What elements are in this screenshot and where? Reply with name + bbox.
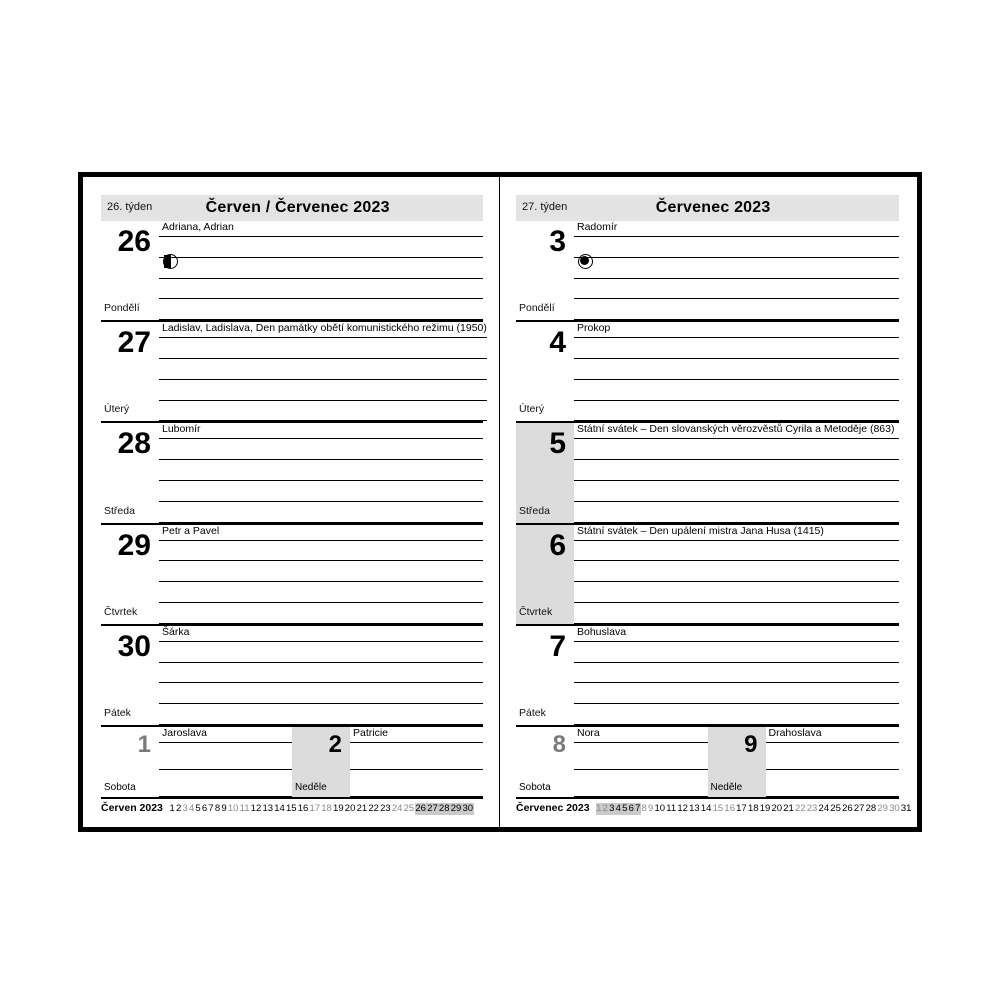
day-entry[interactable]	[101, 320, 487, 421]
day-entry[interactable]	[292, 727, 483, 797]
right-days-list	[516, 221, 899, 725]
month-strip-day[interactable]: 20	[771, 803, 783, 814]
left-page-header	[101, 195, 483, 221]
write-line[interactable]	[159, 683, 483, 704]
write-line[interactable]	[574, 582, 899, 603]
month-strip-day[interactable]: 25	[830, 803, 841, 814]
day-writing-area[interactable]	[574, 221, 899, 320]
day-nameday-text: Šárka	[162, 625, 190, 638]
day-entry[interactable]	[101, 421, 483, 522]
write-line[interactable]	[350, 770, 483, 797]
day-weekday: Středa	[519, 504, 550, 517]
day-number: 9	[744, 731, 758, 758]
day-weekday: Sobota	[519, 782, 551, 793]
month-strip-day[interactable]: 30	[889, 803, 900, 814]
month-strip-days[interactable]	[169, 803, 483, 815]
day-weekday: Středa	[104, 504, 135, 517]
right-page	[500, 177, 917, 827]
write-line[interactable]	[574, 502, 899, 523]
day-number-box	[516, 626, 574, 725]
day-entry[interactable]	[101, 523, 483, 624]
day-writing-area[interactable]	[159, 525, 483, 624]
write-line[interactable]	[574, 642, 899, 663]
write-line[interactable]	[159, 541, 483, 562]
day-writing-area[interactable]	[766, 727, 900, 797]
day-number-box	[516, 322, 574, 421]
day-weekday: Čtvrtek	[104, 605, 138, 618]
day-entry[interactable]	[516, 727, 708, 797]
write-line[interactable]	[574, 258, 899, 279]
write-line[interactable]	[159, 460, 483, 481]
month-strip-day[interactable]: 26	[415, 803, 426, 814]
month-strip-day[interactable]: 24	[818, 803, 830, 814]
write-line[interactable]	[574, 561, 899, 582]
write-line[interactable]	[574, 439, 899, 460]
day-number: 2	[328, 731, 342, 758]
write-line[interactable]	[159, 603, 483, 624]
month-strip-day[interactable]: 11	[666, 803, 677, 814]
day-weekday: Čtvrtek	[519, 605, 553, 618]
write-line[interactable]	[159, 279, 483, 300]
month-strip-day[interactable]: 2	[175, 803, 182, 814]
month-strip-day[interactable]: 1	[596, 803, 602, 814]
month-strip-day[interactable]: 15	[285, 803, 297, 814]
right-month-strip	[516, 797, 912, 815]
month-strip-day[interactable]: 18	[321, 803, 332, 814]
left-week-label: 26. týden	[107, 201, 153, 213]
day-nameday-text: Petr a Pavel	[162, 524, 220, 537]
write-line[interactable]	[159, 704, 483, 725]
day-writing-area[interactable]	[574, 423, 899, 522]
day-entry[interactable]	[101, 624, 483, 725]
write-line[interactable]	[159, 770, 292, 797]
day-writing-area[interactable]	[574, 626, 899, 725]
day-nameday-text: Drahoslava	[768, 727, 822, 739]
month-strip-day[interactable]: 29	[877, 803, 888, 814]
write-line[interactable]	[574, 279, 899, 300]
write-line[interactable]	[574, 460, 899, 481]
month-strip-day[interactable]: 23	[380, 803, 391, 814]
month-strip-day[interactable]: 21	[783, 803, 794, 814]
month-strip-day[interactable]: 23	[806, 803, 818, 814]
day-writing-area[interactable]	[159, 322, 487, 421]
write-line[interactable]	[574, 359, 899, 380]
day-number: 3	[549, 225, 566, 258]
write-line[interactable]	[766, 743, 900, 770]
left-page	[83, 177, 500, 827]
day-nameday-text: Prokop	[577, 322, 611, 335]
month-strip-day[interactable]: 31	[900, 803, 912, 814]
day-number-box	[101, 221, 159, 320]
day-nameday-text: Radomír	[577, 221, 618, 233]
month-strip-day[interactable]: 13	[689, 803, 700, 814]
month-strip-day[interactable]: 22	[795, 803, 806, 814]
day-weekday: Neděle	[295, 782, 327, 793]
month-strip-day[interactable]: 9	[648, 803, 654, 814]
month-strip-day[interactable]: 14	[700, 803, 712, 814]
day-number: 8	[552, 731, 566, 758]
day-holiday-text: Státní svátek – Den upálení mistra Jana Husa (1415)	[577, 524, 824, 537]
month-strip-day[interactable]: 13	[262, 803, 274, 814]
month-strip-day[interactable]: 4	[188, 803, 195, 814]
right-weekend-row	[516, 725, 899, 797]
month-strip-day[interactable]: 16	[297, 803, 309, 814]
month-strip-day[interactable]: 17	[736, 803, 747, 814]
day-entry[interactable]	[101, 221, 483, 320]
month-strip-day[interactable]: 30	[462, 803, 474, 814]
day-nameday-text: Bohuslava	[577, 625, 627, 638]
write-line[interactable]	[574, 541, 899, 562]
day-entry[interactable]	[516, 624, 899, 725]
month-strip-days[interactable]	[596, 803, 913, 815]
day-number: 7	[549, 629, 566, 663]
month-strip-day[interactable]: 28	[438, 803, 450, 814]
moon-phase-new-moon-icon	[578, 254, 593, 269]
month-strip-day[interactable]: 1	[169, 803, 175, 814]
day-number: 30	[117, 629, 151, 663]
write-line[interactable]	[574, 663, 899, 684]
write-line[interactable]	[574, 704, 899, 725]
month-strip-day[interactable]: 20	[344, 803, 356, 814]
day-number-box	[516, 727, 574, 797]
day-entry[interactable]	[101, 727, 292, 797]
day-number-box	[101, 727, 159, 797]
day-number-box	[292, 727, 350, 797]
write-line[interactable]	[574, 683, 899, 704]
day-nameday-text: Patricie	[353, 727, 389, 739]
write-line[interactable]	[159, 642, 483, 663]
day-number: 4	[549, 326, 566, 360]
write-line[interactable]	[159, 743, 292, 770]
day-number: 1	[137, 731, 151, 758]
day-writing-area[interactable]	[159, 221, 483, 320]
month-strip-day[interactable]: 15	[712, 803, 724, 814]
month-strip-day[interactable]: 7	[208, 803, 214, 814]
month-strip-day[interactable]: 12	[677, 803, 688, 814]
day-writing-area[interactable]	[159, 727, 292, 797]
day-entry[interactable]	[708, 727, 900, 797]
write-line[interactable]	[159, 439, 483, 460]
month-strip-day[interactable]: 18	[747, 803, 759, 814]
month-strip-day[interactable]: 12	[250, 803, 262, 814]
day-number-box	[708, 727, 766, 797]
left-month-strip	[101, 797, 483, 815]
right-week-label: 27. týden	[522, 201, 568, 213]
month-strip-label: Červen 2023	[101, 802, 163, 814]
day-weekday: Úterý	[104, 403, 130, 416]
month-strip-day[interactable]: 5	[622, 803, 628, 814]
day-weekday: Úterý	[519, 403, 545, 416]
write-line[interactable]	[766, 770, 900, 797]
month-strip-day[interactable]: 10	[227, 803, 239, 814]
month-strip-day[interactable]: 14	[274, 803, 285, 814]
day-weekday: Pátek	[104, 707, 131, 720]
day-nameday-text: Ladislav, Ladislava, Den památky obětí komunistického režimu (1950)	[162, 322, 487, 335]
write-line[interactable]	[574, 401, 899, 422]
write-line[interactable]	[159, 299, 483, 320]
month-strip-day[interactable]: 19	[333, 803, 344, 814]
write-line[interactable]	[159, 502, 483, 523]
write-line[interactable]	[574, 743, 708, 770]
month-strip-day[interactable]: 28	[865, 803, 877, 814]
month-strip-day[interactable]: 6	[628, 803, 634, 814]
month-strip-day[interactable]: 26	[842, 803, 853, 814]
write-line[interactable]	[159, 663, 483, 684]
day-writing-area[interactable]	[574, 322, 899, 421]
diary-book	[78, 172, 922, 832]
write-line[interactable]	[574, 380, 899, 401]
day-writing-area[interactable]	[574, 727, 708, 797]
day-number-box	[101, 322, 159, 421]
month-strip-day[interactable]: 11	[239, 803, 250, 814]
moon-phase-last-quarter-icon	[163, 254, 178, 269]
day-writing-area[interactable]	[350, 727, 483, 797]
month-strip-day[interactable]: 10	[654, 803, 666, 814]
day-entry[interactable]	[516, 221, 899, 320]
day-weekday: Pátek	[519, 707, 546, 720]
month-strip-day[interactable]: 6	[201, 803, 208, 814]
month-strip-day[interactable]: 5	[195, 803, 201, 814]
write-line[interactable]	[159, 401, 487, 422]
month-strip-day[interactable]: 25	[403, 803, 415, 814]
write-line[interactable]	[574, 299, 899, 320]
day-nameday-text: Lubomír	[162, 423, 201, 436]
left-page-title: Červen / Červenec 2023	[205, 199, 390, 216]
month-strip-day[interactable]: 2	[602, 803, 608, 814]
day-nameday-text: Jaroslava	[162, 727, 207, 739]
day-entry[interactable]	[516, 523, 899, 624]
month-strip-day[interactable]: 24	[391, 803, 403, 814]
month-strip-day[interactable]: 4	[615, 803, 621, 814]
day-number-box	[516, 525, 574, 624]
day-number-box	[101, 423, 159, 522]
write-line[interactable]	[159, 582, 483, 603]
day-entry[interactable]	[516, 320, 899, 421]
write-line[interactable]	[159, 359, 487, 380]
day-number: 29	[117, 528, 151, 562]
day-writing-area[interactable]	[574, 525, 899, 624]
month-strip-day[interactable]: 19	[759, 803, 771, 814]
day-writing-area[interactable]	[159, 423, 483, 522]
day-number: 27	[117, 326, 151, 360]
day-entry[interactable]	[516, 421, 899, 522]
write-line[interactable]	[574, 338, 899, 359]
month-strip-day[interactable]: 27	[427, 803, 438, 814]
month-strip-day[interactable]: 9	[221, 803, 227, 814]
month-strip-day[interactable]: 7	[635, 803, 641, 814]
day-number: 26	[117, 225, 151, 258]
write-line[interactable]	[350, 743, 483, 770]
write-line[interactable]	[159, 561, 483, 582]
day-number-box	[101, 626, 159, 725]
month-strip-day[interactable]: 21	[356, 803, 368, 814]
left-weekend-row	[101, 725, 483, 797]
write-line[interactable]	[574, 770, 708, 797]
right-page-header	[516, 195, 899, 221]
left-days-list	[101, 221, 487, 725]
day-number: 5	[549, 427, 566, 461]
month-strip-day[interactable]: 3	[182, 803, 188, 814]
day-weekday: Sobota	[104, 782, 136, 793]
day-writing-area[interactable]	[159, 626, 483, 725]
write-line[interactable]	[159, 258, 483, 279]
day-weekday: Pondělí	[519, 302, 555, 315]
write-line[interactable]	[159, 481, 483, 502]
day-weekday: Neděle	[710, 782, 743, 793]
write-line[interactable]	[159, 237, 483, 258]
month-strip-day[interactable]: 22	[368, 803, 379, 814]
month-strip-day[interactable]: 8	[214, 803, 221, 814]
month-strip-label: Červenec 2023	[516, 802, 590, 814]
right-page-title: Červenec 2023	[655, 199, 771, 216]
month-strip-day[interactable]: 8	[641, 803, 647, 814]
day-number-box	[101, 525, 159, 624]
day-number-box	[516, 221, 574, 320]
month-strip-day[interactable]: 17	[309, 803, 321, 814]
day-number-box	[516, 423, 574, 522]
month-strip-day[interactable]: 27	[853, 803, 865, 814]
write-line[interactable]	[574, 481, 899, 502]
write-line[interactable]	[159, 380, 487, 401]
day-nameday-text: Nora	[577, 727, 600, 739]
month-strip-day[interactable]: 3	[609, 803, 615, 814]
day-weekday: Pondělí	[104, 302, 140, 315]
write-line[interactable]	[574, 237, 899, 258]
month-strip-day[interactable]: 16	[724, 803, 735, 814]
write-line[interactable]	[159, 338, 487, 359]
day-nameday-text: Adriana, Adrian	[162, 221, 234, 233]
write-line[interactable]	[574, 603, 899, 624]
day-number: 28	[117, 427, 151, 461]
month-strip-day[interactable]: 29	[450, 803, 462, 814]
day-holiday-text: Státní svátek – Den slovanských věrozvěstů Cyrila a Metoděje (863)	[577, 423, 895, 436]
day-number: 6	[549, 528, 566, 562]
